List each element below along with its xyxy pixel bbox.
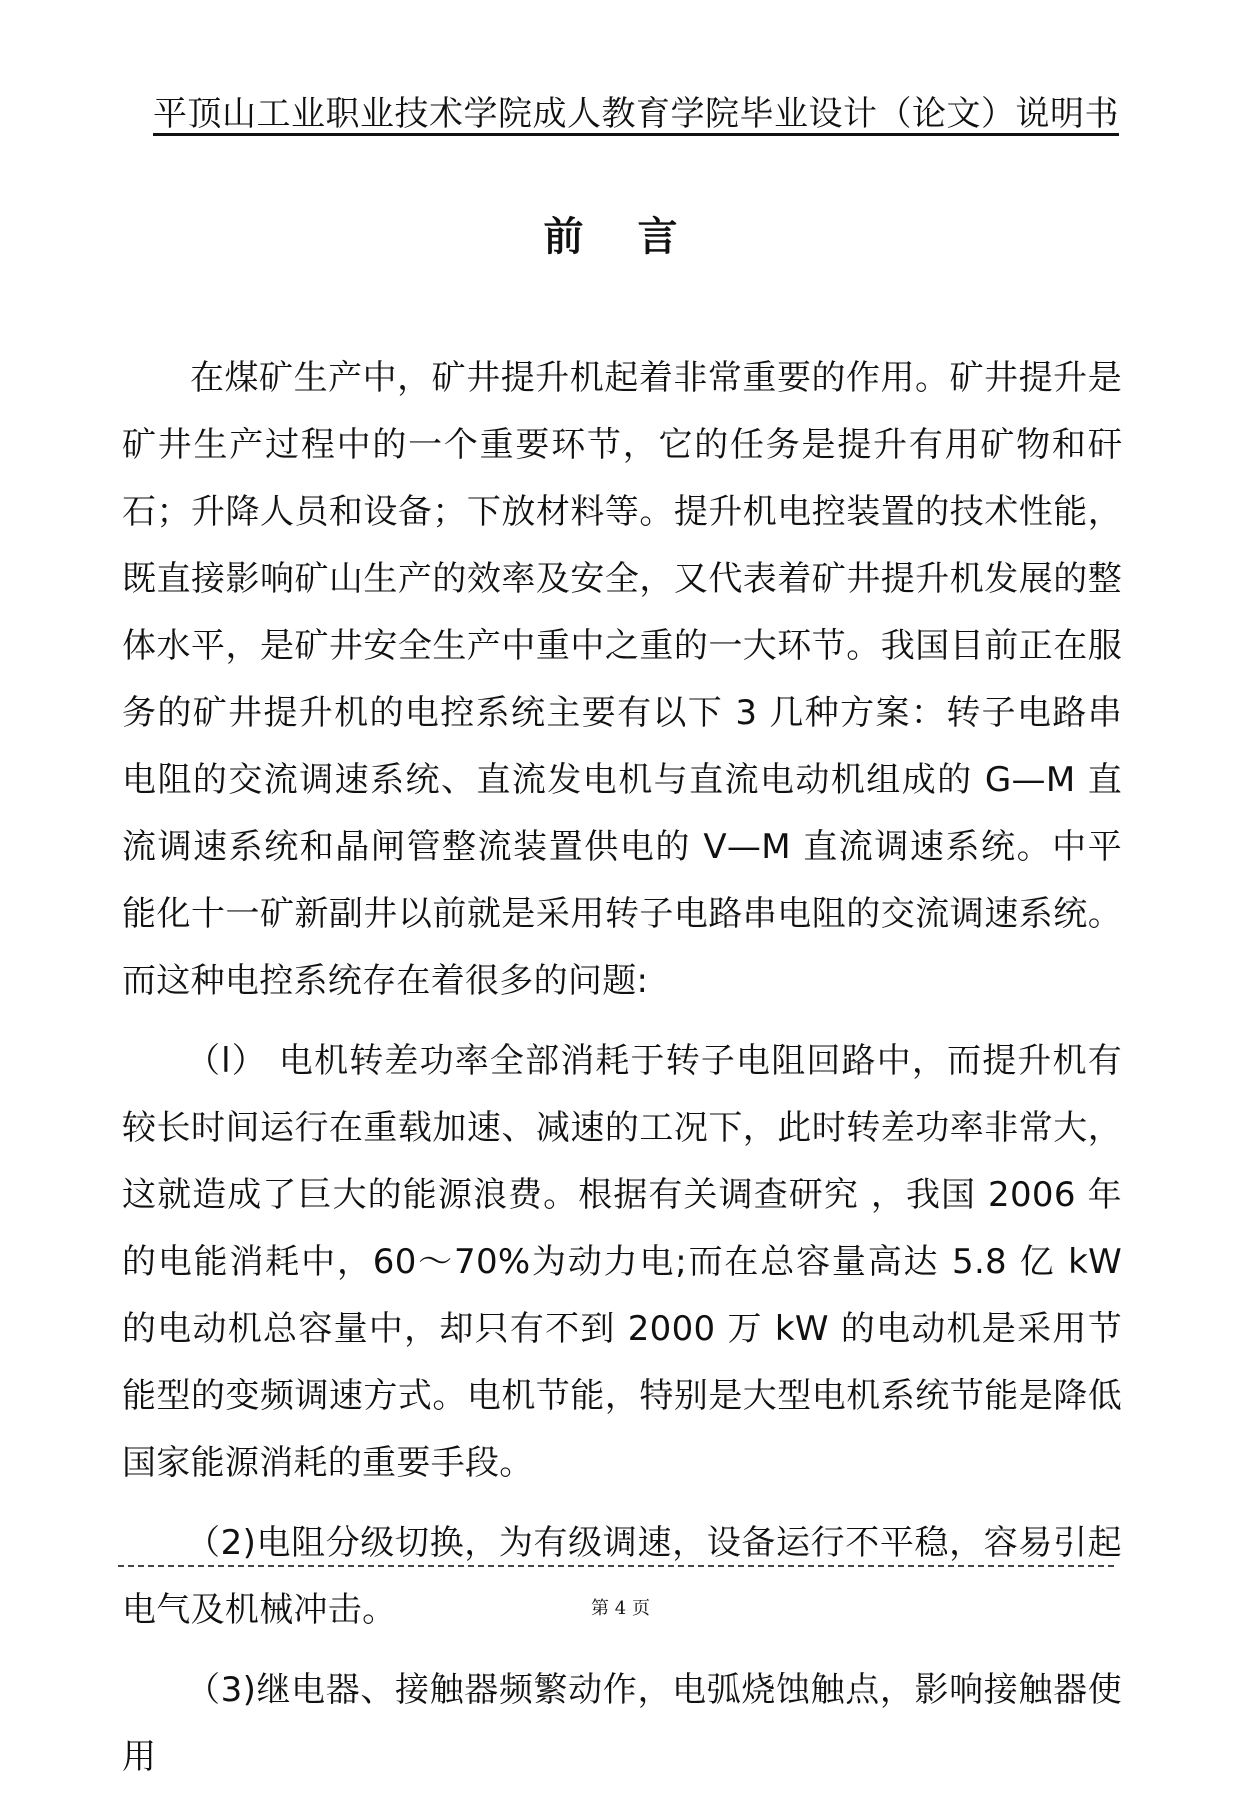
paragraph-item-1: （l） 电机转差功率全部消耗于转子电阻回路中，而提升机有较长时间运行在重载加速、减速的工况下，此时转差功率非常大，这就造成了巨大的能源浪费。根据有关调查研究 ，我国 2006 年的电能消耗中，60～70%为动力电;而在总容量高达 5.8 亿 kW 的电动机总容量中，却只有不到 2000 万 kW 的电动机是采用节能型的变频调速方式。电机节能，特别是大型电机系统节能是降低国家能源消耗的重要手段。 [122, 1041, 1122, 1483]
paragraph-item-2: （2)电阻分级切换，为有级调速，设备运行不平稳，容易引起电气及机械冲击。 [122, 1523, 1122, 1630]
page-number: 第 4 页 [591, 1598, 650, 1619]
footer-divider [118, 1565, 1114, 1567]
paragraph-item-3: （3)继电器、接触器频繁动作，电弧烧蚀触点，影响接触器使用 [122, 1670, 1122, 1777]
section-title: 前 言 [543, 214, 698, 260]
body-text [122, 345, 1122, 1804]
running-header: 平顶山工业职业技术学院成人教育学院毕业设计（论文）说明书 [153, 94, 1119, 134]
paragraph-intro: 在煤矿生产中，矿井提升机起着非常重要的作用。矿井提升是矿井生产过程中的一个重要环节，它的任务是提升有用矿物和矸石；升降人员和设备；下放材料等。提升机电控装置的技术性能，既直接影响矿山生产的效率及安全，又代表着矿井提升机发展的整体水平，是矿井安全生产中重中之重的一大环节。我国目前正在服务的矿井提升机的电控系统主要有以下 3 几种方案：转子电路串电阻的交流调速系统、直流发电机与直流电动机组成的 G—M 直流调速系统和晶闸管整流装置供电的 V—M 直流调速系统。中平能化十一矿新副井以前就是采用转子电路串电阻的交流调速系统。而这种电控系统存在着很多的问题: [122, 358, 1122, 1001]
